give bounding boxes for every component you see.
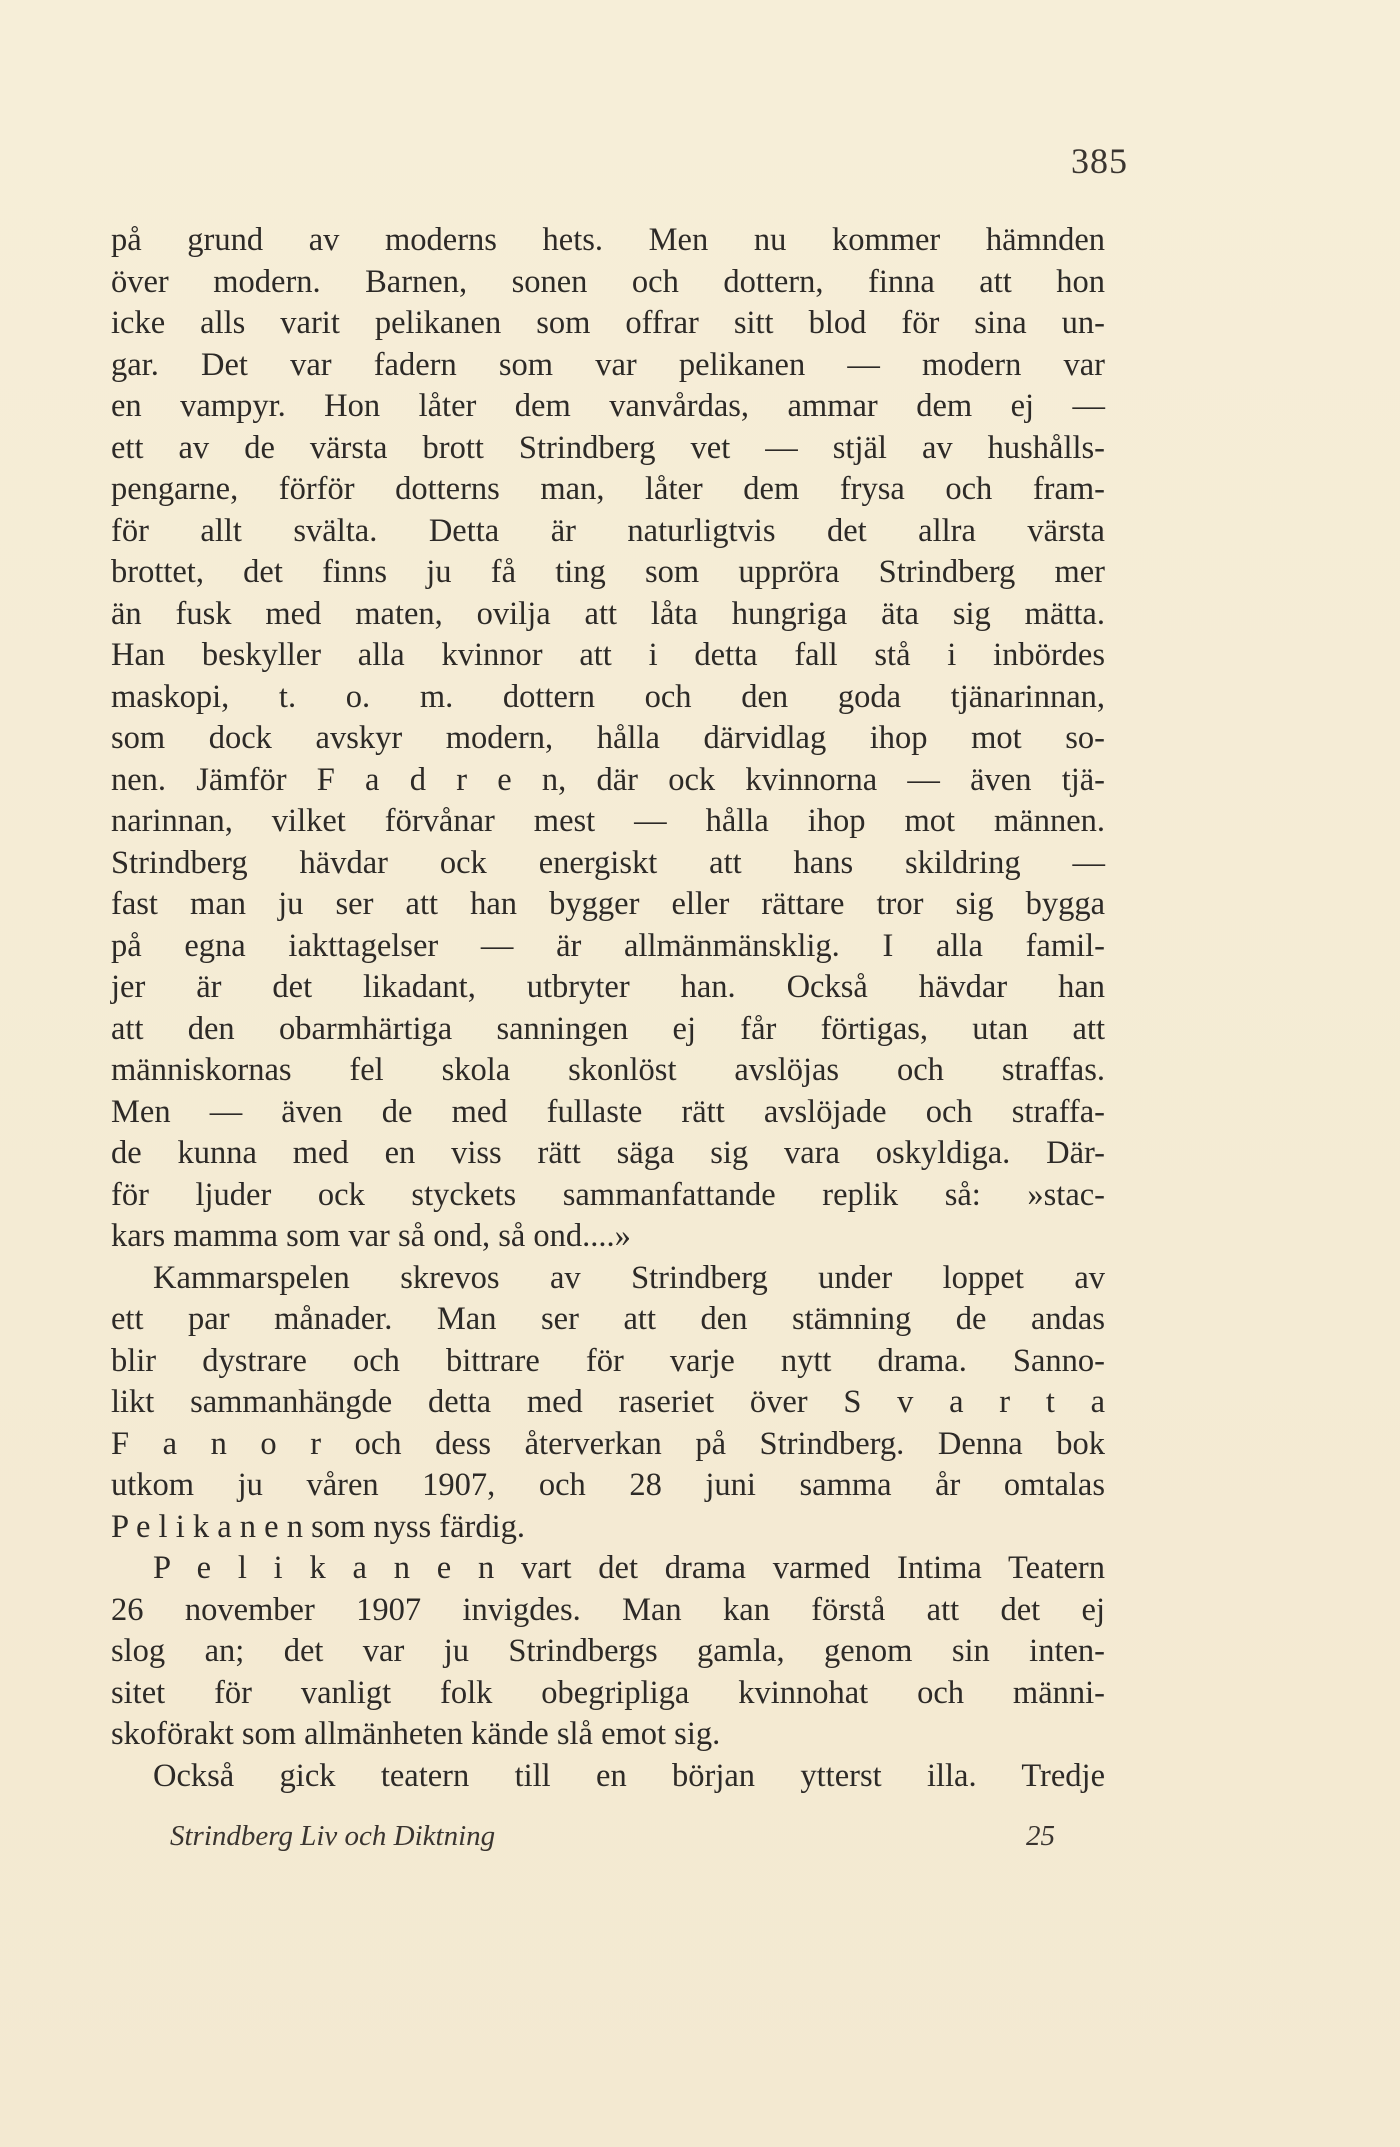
text-line: Men — även de med fullaste rätt avslöjade och straffa-	[111, 1093, 1105, 1130]
text-line: pengarne, förför dotterns man, låter dem frysa och fram-	[111, 471, 1105, 507]
text-line: på egna iakttagelser — är allmänmänsklig. I alla famil-	[111, 927, 1105, 964]
text-line: Kammarspelen skrevos av Strindberg under loppet av	[153, 1259, 1105, 1296]
text-line: Han beskyller alla kvinnor att i detta fall stå i inbördes	[111, 637, 1105, 673]
text-line: att den obarmhärtiga sanningen ej får förtigas, utan att	[111, 1010, 1105, 1047]
text-line: de kunna med en viss rätt säga sig vara oskyldiga. Där-	[111, 1135, 1105, 1171]
text-line: skoförakt som allmänheten kände slå emot sig.	[111, 1716, 721, 1752]
text-line: icke alls varit pelikanen som offrar sitt blod för sina un-	[111, 305, 1105, 341]
footer-book-title: Strindberg Liv och Diktning	[170, 1820, 496, 1852]
footer-signature-mark: 25	[1026, 1820, 1055, 1852]
text-line: utkom ju våren 1907, och 28 juni samma år omtalas	[111, 1467, 1105, 1503]
text-line: P e l i k a n e n vart det drama varmed Intima Teatern	[153, 1550, 1105, 1586]
text-line: likt sammanhängde detta med raseriet över S v a r t a	[111, 1384, 1105, 1420]
text-line: kars mamma som var så ond, så ond....»	[111, 1218, 631, 1254]
text-line: människornas fel skola skonlöst avslöjas och straffas.	[111, 1052, 1105, 1088]
text-line: ett par månader. Man ser att den stämning de andas	[111, 1301, 1105, 1337]
text-line: Också gick teatern till en början ytterst illa. Tredje	[153, 1757, 1105, 1794]
text-line: nen. Jämför F a d r e n, där ock kvinnorna — även tjä-	[111, 761, 1105, 798]
text-line: Strindberg hävdar ock energiskt att hans skildring —	[111, 844, 1105, 881]
text-line: över modern. Barnen, sonen och dottern, finna att hon	[111, 263, 1105, 300]
text-line: maskopi, t. o. m. dottern och den goda tjänarinnan,	[111, 678, 1105, 715]
text-line: brottet, det finns ju få ting som uppröra Strindberg mer	[111, 554, 1105, 590]
text-line: jer är det likadant, utbryter han. Också hävdar han	[111, 969, 1105, 1005]
text-line: som dock avskyr modern, hålla därvidlag ihop mot so-	[111, 720, 1105, 756]
text-line: gar. Det var fadern som var pelikanen — modern var	[111, 346, 1105, 383]
text-line: ett av de värsta brott Strindberg vet — stjäl av hushålls-	[111, 429, 1105, 466]
text-line: på grund av moderns hets. Men nu kommer hämnden	[111, 222, 1105, 258]
page-footer	[170, 1820, 1055, 1853]
text-line: för allt svälta. Detta är naturligtvis det allra värsta	[111, 512, 1105, 549]
page-number: 385	[1071, 141, 1128, 181]
text-line: F a n o r och dess återverkan på Strindberg. Denna bok	[111, 1425, 1105, 1462]
text-line: än fusk med maten, ovilja att låta hungriga äta sig mätta.	[111, 595, 1105, 632]
text-line: slog an; det var ju Strindbergs gamla, genom sin inten-	[111, 1633, 1105, 1669]
text-line: för ljuder ock styckets sammanfattande replik så: »stac-	[111, 1176, 1105, 1213]
text-line: P e l i k a n e n som nyss färdig.	[111, 1508, 526, 1545]
text-line: 26 november 1907 invigdes. Man kan förstå att det ej	[111, 1591, 1105, 1628]
text-line: en vampyr. Hon låter dem vanvårdas, ammar dem ej —	[111, 388, 1105, 424]
body-text	[111, 220, 1105, 1797]
text-line: fast man ju ser att han bygger eller rättare tror sig bygga	[111, 886, 1105, 922]
text-line: narinnan, vilket förvånar mest — hålla ihop mot männen.	[111, 803, 1105, 839]
text-line: blir dystrare och bittrare för varje nytt drama. Sanno-	[111, 1342, 1105, 1379]
text-line: sitet för vanligt folk obegripliga kvinnohat och männi-	[111, 1674, 1105, 1711]
